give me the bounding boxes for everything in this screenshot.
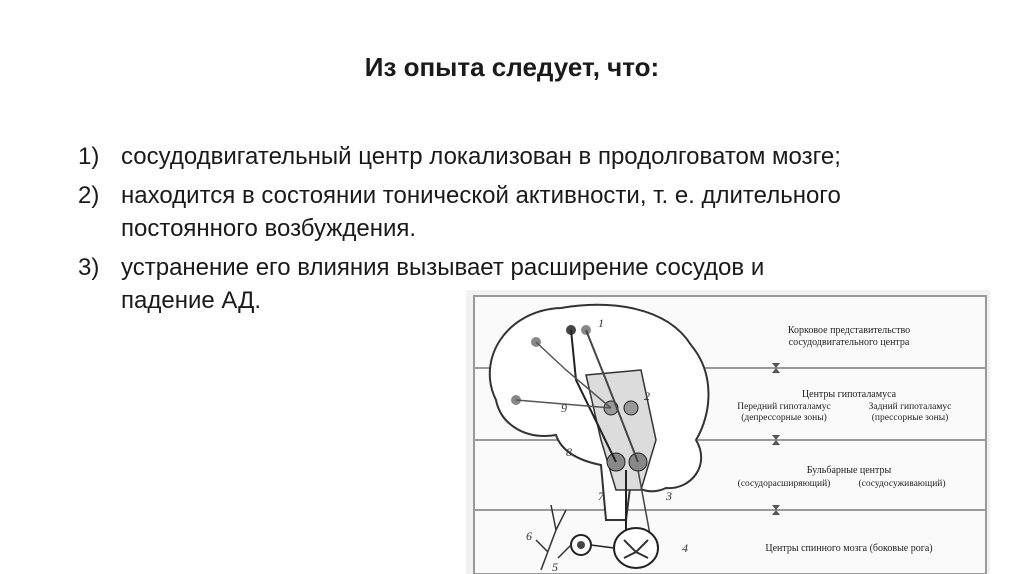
label-cortex-line1: Корковое представительство [787,325,911,336]
label-depressor-zones: (депрессорные зоны) [741,413,827,423]
list-number: 2) [78,182,100,209]
label-anterior-hypothalamus: Передний гипоталамус [737,402,831,412]
marker-1: 1 [598,316,604,330]
label-vasoconstrictor: (сосудосуживающий) [858,479,946,489]
marker-3: 3 [666,489,672,503]
marker-4: 4 [682,541,688,555]
vasomotor-center-diagram [466,290,990,574]
label-hypothalamus: Центры гипоталамуса [801,389,897,400]
list-item [78,179,978,245]
spinal-cord-section [614,528,658,568]
marker-7: 7 [598,489,604,503]
list-number: 3) [78,254,100,281]
list-text: сосудодвигательный центр локализован в продолговатом мозге; [121,143,841,170]
label-posterior-hypothalamus: Задний гипоталамус [868,402,952,412]
ganglion-core [577,541,585,549]
marker-8: 8 [566,445,572,459]
marker-9: 9 [561,401,567,415]
label-vasodilator: (сосудорасширяющий) [737,479,831,489]
list-number: 1) [78,143,100,170]
label-bulbar-centers: Бульбарные центры [806,465,892,476]
marker-6: 6 [526,529,532,543]
hypothalamus-node-b [624,401,638,415]
list-text-continued: постоянного возбуждения. [121,215,417,242]
label-pressor-zones: (прессорные зоны) [871,413,949,423]
list-text-continued: падение АД. [121,287,262,314]
marker-2: 2 [644,389,650,403]
label-spinal-centers: Центры спинного мозга (боковые рога) [765,543,933,554]
list-text: устранение его влияния вызывает расширение сосудов и [121,254,765,281]
slide-title: Из опыта следует, что: [364,52,660,82]
level-band-bulbar [474,440,986,510]
list-text: находится в состоянии тонической активности, т. е. длительного [121,182,841,209]
list-item [78,140,978,173]
label-cortex-line2: сосудодвигательного центра [788,337,910,348]
marker-5: 5 [552,560,558,574]
